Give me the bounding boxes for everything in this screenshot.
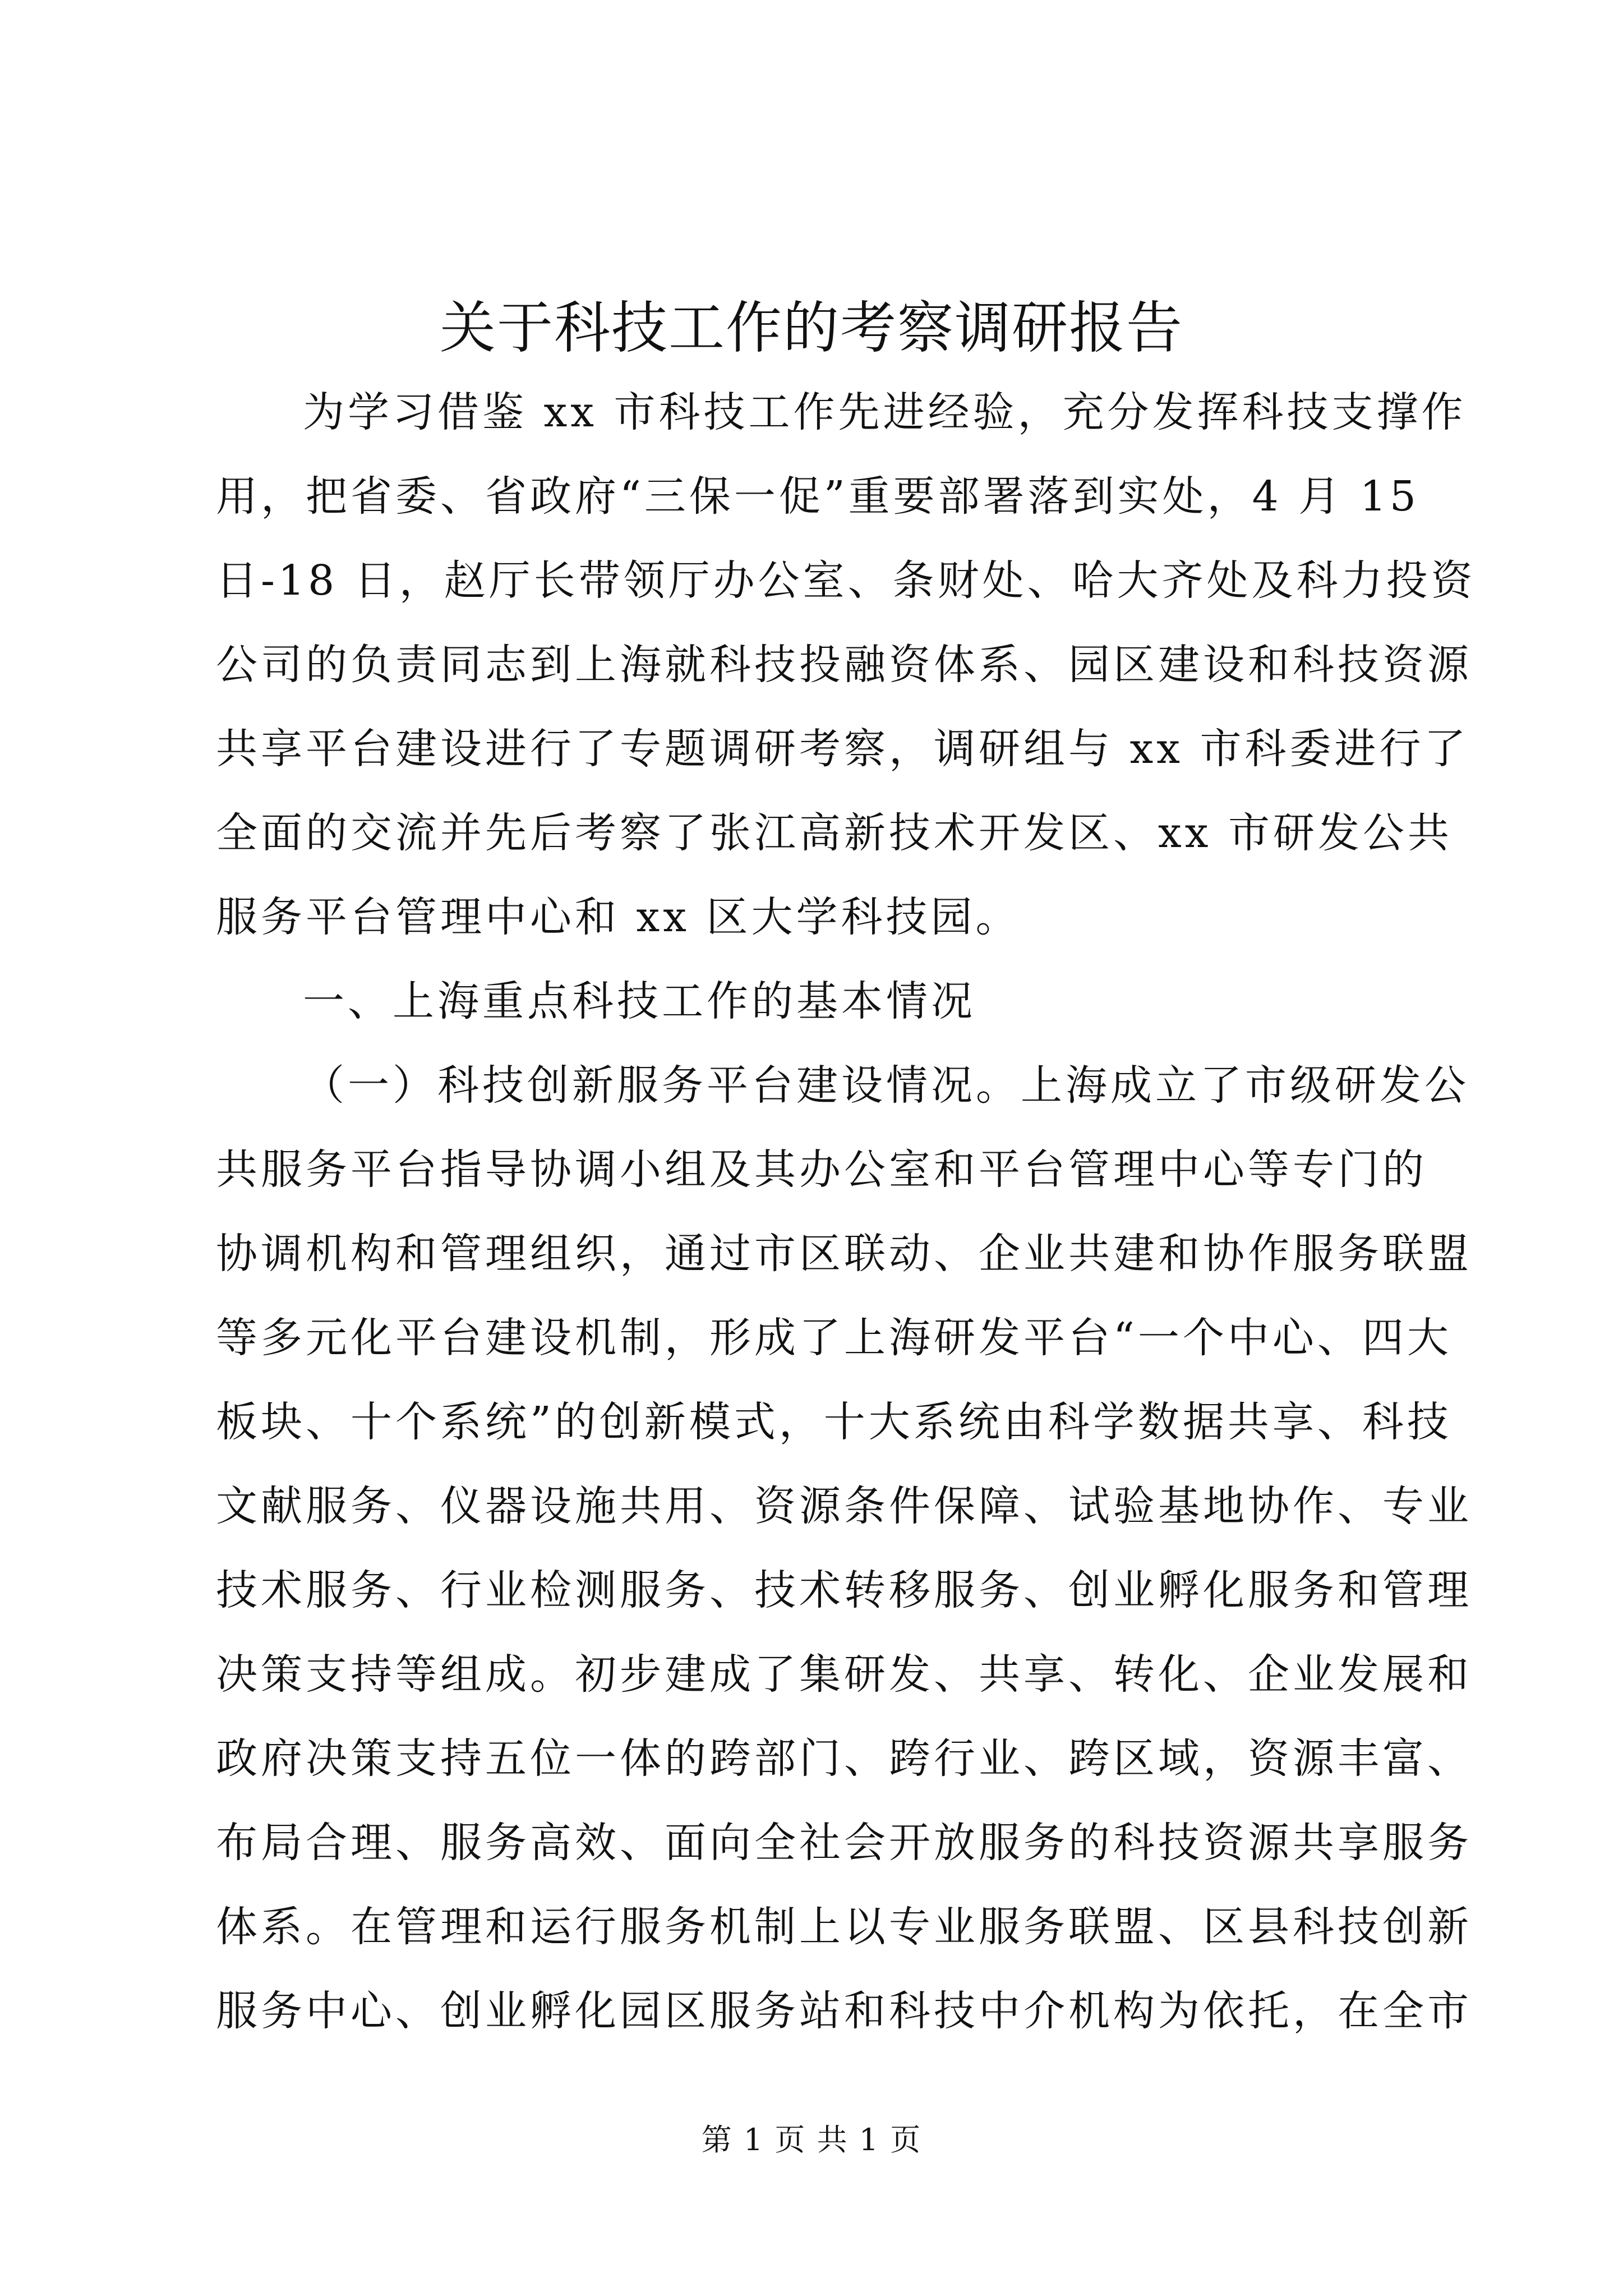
paragraph-2-line-12: 服务中心、创业孵化园区服务站和科技中介机构为依托，在全市 — [216, 1987, 1472, 2035]
paragraph-1-line-2: 用，把省委、省政府“三保一促”重要部署落到实处，4 月 15 — [216, 472, 1419, 521]
paragraph-2-line-9: 政府决策支持五位一体的跨部门、跨行业、跨区域，资源丰富、 — [216, 1734, 1472, 1783]
paragraph-1-line-4: 公司的负责同志到上海就科技投融资体系、园区建设和科技资源 — [216, 641, 1472, 689]
section-heading-1: 一、上海重点科技工作的基本情况 — [303, 977, 976, 1025]
paragraph-2-line-1: （一）科技创新服务平台建设情况。上海成立了市级研发公 — [303, 1061, 1469, 1110]
paragraph-2-line-11: 体系。在管理和运行服务机制上以专业服务联盟、区县科技创新 — [216, 1903, 1472, 1951]
paragraph-1-line-7: 服务平台管理中心和 xx 区大学科技园。 — [216, 893, 1021, 941]
paragraph-1-line-1: 为学习借鉴 xx 市科技工作先进经验，充分发挥科技支撑作 — [303, 388, 1467, 436]
paragraph-2-line-7: 技术服务、行业检测服务、技术转移服务、创业孵化服务和管理 — [216, 1566, 1472, 1614]
paragraph-2-line-2: 共服务平台指导协调小组及其办公室和平台管理中心等专门的 — [216, 1145, 1427, 1194]
paragraph-1-line-3: 日-18 日，赵厅长带领厅办公室、条财处、哈大齐处及科力投资 — [216, 556, 1476, 605]
paragraph-2-line-4: 等多元化平台建设机制，形成了上海研发平台“一个中心、四大 — [216, 1314, 1452, 1362]
paragraph-2-line-8: 决策支持等组成。初步建成了集研发、共享、转化、企业发展和 — [216, 1650, 1472, 1699]
page-footer: 第 1 页 共 1 页 — [701, 2122, 922, 2157]
paragraph-1-line-6: 全面的交流并先后考察了张江高新技术开发区、xx 市研发公共 — [216, 809, 1453, 857]
paragraph-2-line-5: 板块、十个系统”的创新模式，十大系统由科学数据共享、科技 — [216, 1398, 1452, 1446]
paragraph-2-line-3: 协调机构和管理组织，通过市区联动、企业共建和协作服务联盟 — [216, 1230, 1472, 1278]
paragraph-2-line-6: 文献服务、仪器设施共用、资源条件保障、试验基地协作、专业 — [216, 1482, 1472, 1530]
document-title: 关于科技工作的考察调研报告 — [440, 295, 1183, 361]
paragraph-1-line-5: 共享平台建设进行了专题调研考察，调研组与 xx 市科委进行了 — [216, 725, 1469, 773]
paragraph-2-line-10: 布局合理、服务高效、面向全社会开放服务的科技资源共享服务 — [216, 1819, 1472, 1867]
